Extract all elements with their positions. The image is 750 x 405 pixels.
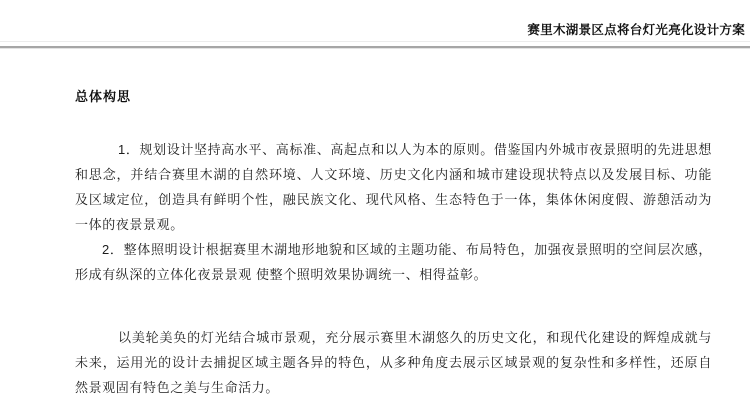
body-paragraph-1: 1．规划设计坚持高水平、高标准、高起点和以人为本的原则。借鉴国内外城市夜景照明的先进思想和思念，并结合赛里木湖的自然环境、人文环境、历史文化内涵和城市建设现状特点以及发展目标、功能及区域定位，创造具有鲜明个性，融民族文化、现代风格、生态特色于一体，集体休闲度假、游憩活动为一体的夜景景观。: [75, 142, 712, 232]
body-paragraph-2: 2．整体照明设计根据赛里木湖地形地貌和区域的主题功能、布局特色，加强夜景照明的空间层次感，形成有纵深的立体化夜景景观 使整个照明效果协调统一、相得益彰。: [75, 242, 712, 282]
page-header-title: 赛里木湖景区点将台灯光亮化设计方案: [527, 23, 745, 37]
document-body: [75, 90, 712, 400]
body-paragraph-3: 以美轮美奂的灯光结合城市景观，充分展示赛里木湖悠久的历史文化，和现代化建设的辉煌成就与未来，运用光的设计去捕捉区域主题各异的特色，从多种角度去展示区域景观的复杂性和多样性，还原自然景观固有特色之美与生命活力。: [75, 330, 712, 395]
header-divider: [0, 46, 750, 49]
section-heading: 总体构思: [75, 89, 132, 104]
header-divider-light: [0, 41, 750, 42]
